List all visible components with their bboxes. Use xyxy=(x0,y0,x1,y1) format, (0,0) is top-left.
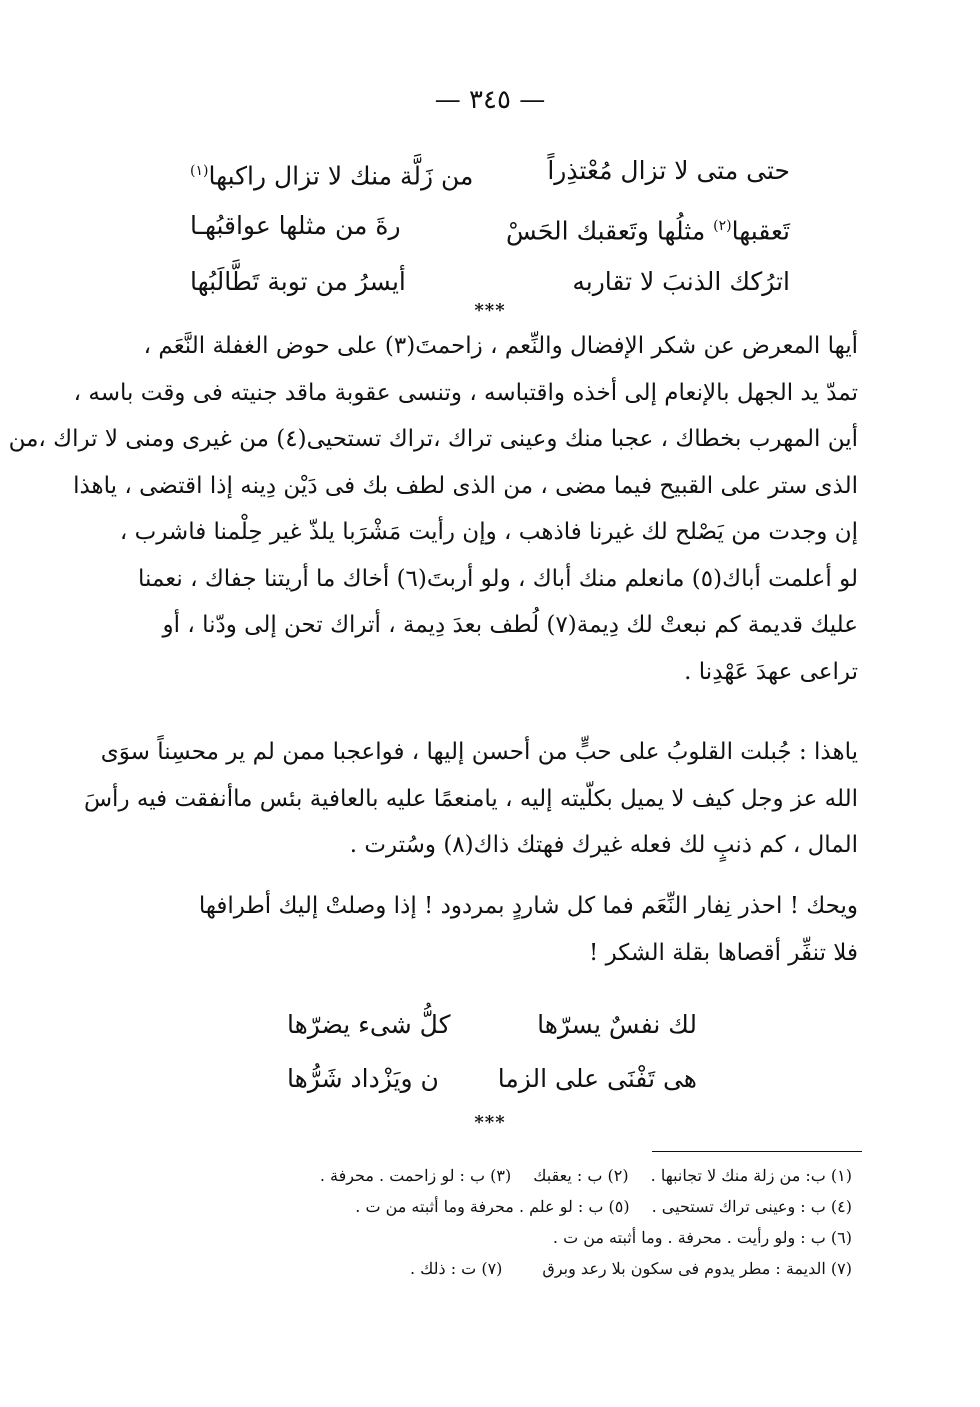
verse-hemistich-right: هى تَفْنَى على الزما xyxy=(497,1064,697,1093)
text-line: تمدّ يد الجهل بالإنعام إلى أخذه واقتباسه ، وتنسى عقوبة ماقد جنيته فى وقت باسه ، xyxy=(73,379,858,406)
footnote: (٣) ب : لو زاحمت . محرفة . xyxy=(319,1166,512,1185)
verse-line xyxy=(287,998,697,1052)
text-line: لو أعلمت أباك(٥) مانعلم منك أباك ، ولو أربتَ(٦) أخاك ما أريتنا جفاك ، نعمنا xyxy=(138,565,858,592)
poem-2 xyxy=(287,998,697,1106)
verse-hemistich-left: كلُّ شىء يضرّها xyxy=(287,1010,451,1039)
verse-line xyxy=(190,146,790,201)
footnote: (٦) ب : ولو رأيت . محرفة . وما أثبته من ت . xyxy=(552,1228,852,1247)
footnotes xyxy=(152,1160,852,1284)
text-line: ياهذا : جُبلت القلوبُ على حبٍّ من أحسن إليها ، فواعجبا ممن لم ير محسِناً سوَى xyxy=(100,739,858,765)
text-line: فلا تنفِّر أقصاها بقلة الشكر ! xyxy=(589,939,858,966)
paragraph xyxy=(83,729,858,869)
footnote: (٤) ب : وعينى تراك تستحيى . xyxy=(651,1197,852,1216)
footnote-ref: (٢) xyxy=(713,218,732,235)
text-line: الله عز وجل كيف لا يميل بكلّيته إليه ، يامنعمًا عليه بالعافية بئس ماأنفقت فيه رأسَ xyxy=(83,785,858,812)
text-line: أين المهرب بخطاك ، عجبا منك وعينى تراك ،تراك تستحيى(٤) من غيرى ومنى لا تراك ،من xyxy=(8,426,858,452)
paragraph xyxy=(8,323,858,695)
footnote-ref: (١) xyxy=(190,163,209,179)
paragraph xyxy=(118,883,858,976)
footnote: (٥) ب : لو علم . محرفة وما أثبته من ت . xyxy=(355,1197,630,1216)
footnote: (١) ب: من زلة منك لا تجانبها . xyxy=(650,1166,852,1185)
verse-hemistich-left: رةَ من مثلها عواقبُهـا xyxy=(190,211,401,241)
section-separator: *** xyxy=(474,1112,506,1133)
poem-1 xyxy=(190,146,790,307)
section-separator: *** xyxy=(474,300,506,321)
footnote-row xyxy=(152,1191,852,1222)
text-line: الذى ستر على القبيح فيما مضى ، من الذى لطف بك فى دَيْن دِينه إذا اقتضى ، ياهذا xyxy=(73,472,858,499)
verse-line xyxy=(190,201,790,256)
text-line: أيها المعرض عن شكر الإفضال والنِّعم ، زاحمتَ(٣) على حوض الغفلة النَّعَم ، xyxy=(143,333,858,359)
text-line: إن وجدت من يَصْلح لك غيرنا فاذهب ، وإن رأيت مَشْرَبا يلذّ غير حِلْمنا فاشرب ، xyxy=(119,519,858,545)
verse-hemistich-right: حتى متى لا تزال مُعْتذِراً xyxy=(547,156,790,185)
verse-hemistich-right: لك نفسٌ يسرّها xyxy=(537,1010,697,1039)
verse-hemistich-right: تَعقبها$^{(٢)}$ مثلُها وتَعقبك الحَسْ xyxy=(506,216,790,246)
verse-hemistich-left: من زَلَّة منك لا تزال راكبها$^{(١)}$ xyxy=(190,161,474,191)
footnote-row xyxy=(152,1222,852,1253)
text-line: ويحك ! احذر نِفار النِّعَم فما كل شاردٍ بمردود ! إذا وصلتْ إليك أطرافها xyxy=(198,893,858,919)
verse-hemistich-left: ن ويَزْداد شَرُّها xyxy=(287,1064,439,1093)
footnote-divider xyxy=(652,1151,862,1152)
text-line: تراعى عهدَ عَهْدِنا . xyxy=(684,658,858,685)
footnote: (٧) الديمة : مطر يدوم فى سكون بلا رعد وبرق xyxy=(542,1259,852,1278)
verse-hemistich-right: اترُكك الذنبَ لا تقاربه xyxy=(572,266,790,296)
footnote: (٢) ب : يعقبك xyxy=(533,1166,629,1185)
text-line: المال ، كم ذنبٍ لك فعله غيرك فهتك ذاك(٨) وسُترت . xyxy=(349,832,858,858)
page-number: — ٣٤٥ — xyxy=(434,85,546,115)
verse-line xyxy=(287,1052,697,1106)
footnote: (٧) ت : ذلك . xyxy=(409,1259,503,1278)
footnote-row xyxy=(152,1160,852,1191)
text-line: عليك قديمة كم نبعتْ لك دِيمة(٧) لُطف بعدَ دِيمة ، أتراك تحن إلى ودّنا ، أو xyxy=(162,612,858,638)
verse-hemistich-left: أيسرُ من توبة تَطَّالَبُها xyxy=(190,266,406,296)
footnote-row xyxy=(152,1253,852,1284)
